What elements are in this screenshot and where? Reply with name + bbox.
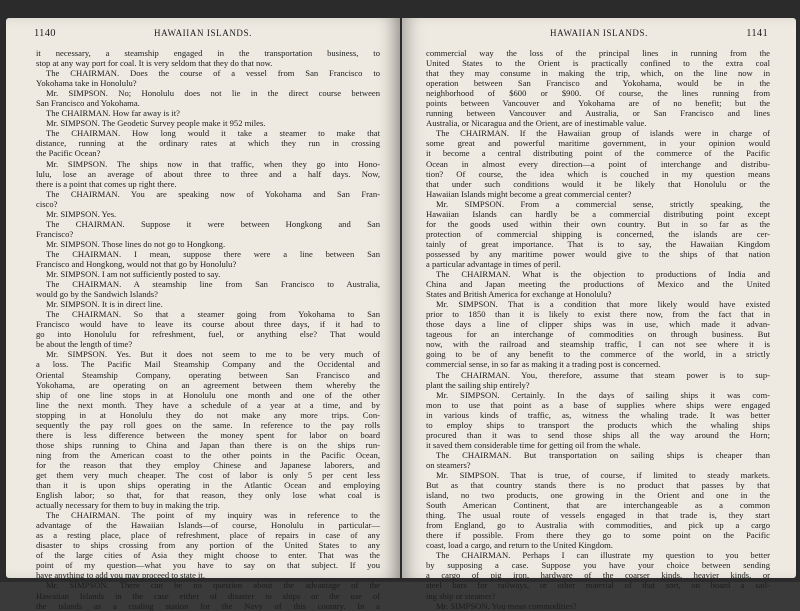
right-page <box>402 18 796 611</box>
text-line: The CHAIRMAN. How long would it take a steamer to make that <box>46 128 380 139</box>
text-line: that they may consume in making the trip, which, on the line now in <box>426 68 770 79</box>
text-line: have anything to add you may proceed to state it. <box>36 570 205 581</box>
text-line: The CHAIRMAN. But transportation on sailing ships is cheaper than <box>436 449 770 460</box>
text-line: Yokohama, are operating on an agreement between them whereby the <box>36 379 380 390</box>
left-page-header <box>34 28 372 42</box>
text-line: lulu, lose an average of about three to three and a half days. Now, <box>36 168 380 179</box>
text-line: China and Japan meeting the productions of Mexico and the United <box>426 279 770 290</box>
text-line: advantage of the Hawaiian Islands—of course, Honolulu in particular— <box>36 520 380 531</box>
text-line: Mr. SIMPSON. Yes. But it does not seem to me to be very much of <box>46 349 380 360</box>
text-line: some great and powerful maritime government, in your opinion would <box>426 138 770 149</box>
text-line: tageous for an interchange of commodities on through business. But <box>426 329 770 340</box>
right-page-text <box>426 48 770 611</box>
text-line: tion? Of course, the idea which is couched in my question means <box>426 168 770 179</box>
text-line: by supposing a case. Suppose you have your choice between sending <box>426 560 770 571</box>
text-line: The CHAIRMAN. A steamship line from San Francisco to Australia, <box>46 279 380 290</box>
text-line: there if possible. From there they go to some point on the Pacific <box>426 530 770 541</box>
page-number: 1141 <box>746 28 768 39</box>
text-line: line the next month. They have a schedule of a year at a time, and by <box>36 399 380 410</box>
text-line: Francisco would have to leave its course about three days, if it had to <box>36 319 380 330</box>
text-line: Mr. SIMPSON. I am not sufficiently posted to say. <box>46 269 221 280</box>
text-line: running between Vancouver and Australia, or San Francisco and lines <box>426 108 770 119</box>
text-line: as a resting place, place of refreshment, place of repairs in case of any <box>36 530 380 541</box>
text-line: go into Honolulu for refreshment, fuel, or anything else? That would <box>36 329 380 340</box>
text-line: a particular advantage in times of peril. <box>426 258 561 269</box>
text-line: mon to use that point as a base of supplies where ships were engaged <box>426 399 770 410</box>
text-line: the islands as a coaling station for the Navy of this country. In a <box>36 600 380 611</box>
text-line: from England, go to Australia with commodities, and pick up a cargo <box>426 520 770 531</box>
text-line: English labor; so that, for that reason, they only lose what coal is <box>36 490 380 501</box>
text-line: ning from the American coast to the other points in the Pacific Ocean, <box>36 449 380 460</box>
text-line: steel bars for railways, or other material of that sort, on board a sail- <box>426 580 770 591</box>
text-line: But as that country stands there is no product that passes by that <box>426 480 770 491</box>
text-line: the Pacific Ocean? <box>36 148 101 159</box>
text-line: would go by the Sandwich Islands? <box>36 289 158 300</box>
text-line: operation between San Francisco and Yokohama, would be in the <box>426 78 770 89</box>
text-line: disaster to ships crossing from any portion of the United States to any <box>36 540 380 551</box>
text-line: island, no two products, one growing in the Orient and one in the <box>426 490 770 501</box>
text-line: now, with the railroad and steamship traffic, I can not see where it is <box>426 339 770 350</box>
text-line: plant the sailing ship entirely? <box>426 379 530 390</box>
text-line: Australia, or Nicaragua and the Orient, are of inestimable value. <box>426 118 647 129</box>
text-line: distance, running at the ordinary rates at which they run in crossing <box>36 138 380 149</box>
text-line: actually necessary for them to buy in making the trip. <box>36 500 220 511</box>
text-line: those ships running to China and Japan than there is on the ships run- <box>36 439 380 450</box>
text-line: stop at any way port for coal. It is very seldom that they do that now. <box>36 58 273 69</box>
text-line: Yokohama take in Honolulu? <box>36 78 137 89</box>
text-line: The CHAIRMAN. Does the course of a vessel from San Francisco to <box>46 68 380 79</box>
text-line: a cargo of pig iron, hardware of the coarser kinds, heavier kinds, or <box>426 570 770 581</box>
text-line: Mr. SIMPSON. That is a condition that more likely would have existed <box>436 299 770 310</box>
text-line: Mr. SIMPSON. Yes. <box>46 208 117 219</box>
text-line: The CHAIRMAN. How far away is it? <box>46 108 180 119</box>
text-line: it saved them considerable time for getting oil from the whale. <box>426 439 641 450</box>
text-line: Francisco? <box>36 228 74 239</box>
running-head: HAWAIIAN ISLANDS. <box>154 28 252 38</box>
text-line: to employ ships to transport the products which the whaling ships <box>426 419 770 430</box>
text-line: procured than it was to send those ships all the way around the Horn; <box>426 429 770 440</box>
text-line: Hawaiian Islands might become a great commercial center? <box>426 188 632 199</box>
text-line: that under such conditions would it be likely that Honolulu or the <box>426 178 770 189</box>
text-line: San Francisco and Yokohama. <box>36 98 140 109</box>
text-line: Mr. SIMPSON. The Geodetic Survey people make it 952 miles. <box>46 118 266 129</box>
text-line: Francisco and Hongkong, would not that go by Honolulu? <box>36 258 237 269</box>
text-line: cisco? <box>36 198 58 209</box>
text-line: those days a line of clipper ships was in use, which made it advan- <box>426 319 770 330</box>
text-line: The CHAIRMAN. If the Hawaiian group of islands were in charge of <box>436 128 770 139</box>
text-line: point of my question—what you have to say on that subject. If you <box>36 560 380 571</box>
text-line: prior to 1850 than it is likely to exist there now, from the fact that in <box>426 309 770 320</box>
text-line: commercial sense, in so far as making it a trading post is concerned. <box>426 359 661 370</box>
text-line: sequently the pay roll goes on the same. In reference to the pay rolls <box>36 419 380 430</box>
text-line: thing. The usual route of vessels engaged in that trade is, they start <box>426 510 770 521</box>
text-line: Mr. SIMPSON. It is in direct line. <box>46 299 163 310</box>
text-line: in various kinds of traffic, as, witness the whaling trade. It was better <box>426 409 770 420</box>
text-line: points between Vancouver and Yokohama are of no benefit; but the <box>426 98 770 109</box>
text-line: coast, load a cargo, and return to the United Kingdom. <box>426 540 613 551</box>
text-line: ing ship or steamer? <box>426 590 496 601</box>
text-line: The CHAIRMAN. Perhaps I can illustrate my question to you better <box>436 550 770 561</box>
text-line: neighborhood of $600 or $900. Of course, the lines running from <box>426 88 770 99</box>
right-page-header <box>430 28 768 42</box>
text-line: Mr. SIMPSON. The ships now in that traffic, when they go into Hono- <box>46 158 380 169</box>
text-line: it become a central distributing point of the commerce of the Pacific <box>426 148 770 159</box>
text-line: Mr. SIMPSON. That is true, of course, if limited to steady markets. <box>436 469 770 480</box>
text-line: Hawaiian Islands in the case either of disaster to ships or the use of <box>36 590 380 601</box>
text-line: Mr. SIMPSON. You mean commodities? <box>436 600 577 611</box>
left-page <box>6 18 400 611</box>
text-line: be about the length of time? <box>36 339 133 350</box>
text-line: a loss. The Pacific Mail Steamship Company and the Occidental and <box>36 359 380 370</box>
text-line: possessed by any maritime power would give to the ships of that nation <box>426 248 770 259</box>
text-line: The CHAIRMAN. You are speaking now of Yokohama and San Fran- <box>46 188 380 199</box>
text-line: there is less difference between the money spent for labor on board <box>36 429 380 440</box>
text-line: there is a point that comes up right there. <box>36 178 177 189</box>
running-head: HAWAIIAN ISLANDS. <box>550 28 648 38</box>
text-line: ship of one line stops in at Honolulu one month and one of the other <box>36 389 380 400</box>
text-line: The CHAIRMAN. So that a steamer going from Yokohama to San <box>46 309 380 320</box>
text-line: for the reason that they employ Chinese and Japanese laborers, and <box>36 459 380 470</box>
text-line: than it is upon ships operating in the Atlantic Ocean and employing <box>36 480 380 491</box>
text-line: States and British America for exchange at Honolulu? <box>426 289 612 300</box>
text-line: it necessary, a steamship engaged in the transportation business, to <box>36 48 380 58</box>
left-page-text <box>36 48 380 611</box>
text-line: get them very much cheaper. The cost of labor is only 5 per cent less <box>36 469 380 480</box>
text-line: United States to the Orient is practically confined to the extra coal <box>426 58 770 69</box>
text-line: Mr. SIMPSON. From a commercial sense, strictly speaking, the <box>436 198 770 209</box>
text-line: The CHAIRMAN. The point of my inquiry was in reference to the <box>46 510 380 521</box>
text-line: Ocean in almost every direction—a point of interchange and distribu- <box>426 158 770 169</box>
text-line: stopping in at Honolulu they do not make any more trips. Con- <box>36 409 380 420</box>
text-line: South American Continent, that are interchangeable as a common <box>426 500 770 511</box>
text-line: tainly of great importance. That is to say, the Hawaiian Kingdom <box>426 238 770 249</box>
text-line: commercial way the loss of the principal lines in running from the <box>426 48 770 58</box>
text-line: The CHAIRMAN. I mean, suppose there were a line between San <box>46 248 380 259</box>
text-line: on steamers? <box>426 459 471 470</box>
text-line: for the goods used within their own country. But in so far as the <box>426 218 770 229</box>
page-number: 1140 <box>34 28 56 39</box>
text-line: The CHAIRMAN. Suppose it were between Hongkong and San <box>46 218 380 229</box>
text-line: going to be of any benefit to the commerce of the world, in a strictly <box>426 349 770 360</box>
text-line: The CHAIRMAN. You, therefore, assume that steam power is to sup- <box>436 369 770 380</box>
text-line: of the large cities of Asia they might choose to enter. That was the <box>36 550 380 561</box>
text-line: Mr. SIMPSON. No; Honolulu does not lie in the direct course between <box>46 88 380 99</box>
text-line: Mr. SIMPSON. Certainly. In the days of sailing ships it was com- <box>436 389 770 400</box>
text-line: Hawaiian Islands can hardly be a commercial distributing point except <box>426 208 770 219</box>
text-line: Oriental Steamship Company, operating between San Francisco and <box>36 369 380 380</box>
text-line: Mr. SIMPSON. Those lines do not go to Hongkong. <box>46 238 226 249</box>
text-line: Mr. SIMPSON. There can be no question about the advantage of the <box>46 580 380 591</box>
text-line: protection of commercial shipping is concerned, the islands are cer- <box>426 228 770 239</box>
text-line: The CHAIRMAN. What is the objection to productions of India and <box>436 269 770 280</box>
